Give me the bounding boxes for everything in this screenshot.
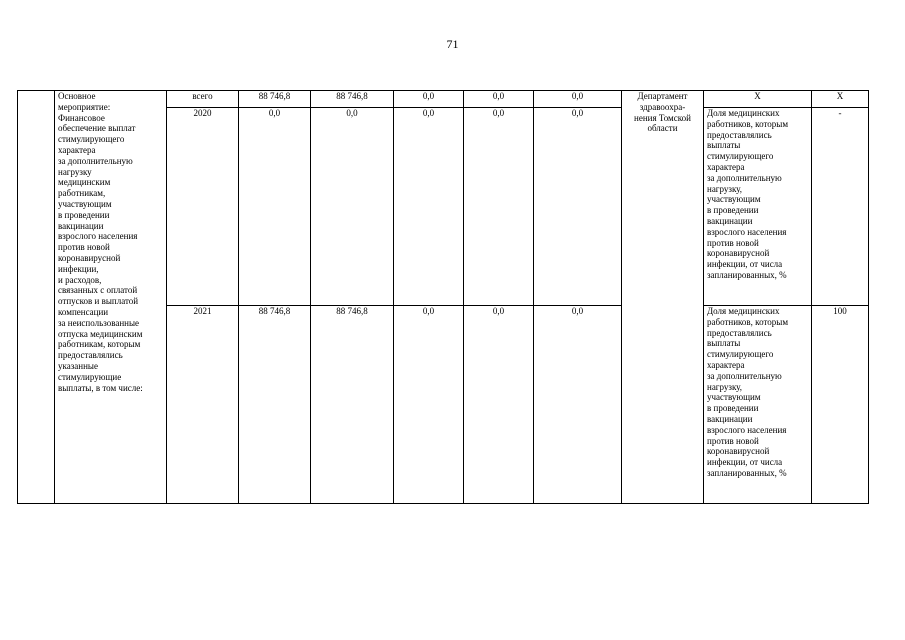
value-2020-3: 0,0 <box>394 108 464 306</box>
value-2020-5: 0,0 <box>534 108 622 306</box>
total-value-3: 0,0 <box>394 91 464 108</box>
value-2021-2: 88 746,8 <box>311 306 394 504</box>
budget-table <box>17 90 869 504</box>
value-2021-1: 88 746,8 <box>239 306 311 504</box>
period-total: всего <box>167 91 239 108</box>
period-2021: 2021 <box>167 306 239 504</box>
indicator-2020: Доля медицинских работников, которым предоставлялись выплаты стимулирующего характера за дополнительную нагрузку, участвующим в проведении вакцинации взрослого населения против новой коронавирусной инфекции, от числа запланированных, % <box>704 108 812 306</box>
value-2021-3: 0,0 <box>394 306 464 504</box>
total-value-5: 0,0 <box>534 91 622 108</box>
target-total: Х <box>812 91 869 108</box>
value-2020-1: 0,0 <box>239 108 311 306</box>
table-row-total <box>18 91 869 108</box>
responsible-executor-cell: Департамент здравоохра- нения Томской области <box>622 91 704 504</box>
total-value-2: 88 746,8 <box>311 91 394 108</box>
value-2020-2: 0,0 <box>311 108 394 306</box>
target-2021: 100 <box>812 306 869 504</box>
page-number: 71 <box>446 37 459 51</box>
value-2021-5: 0,0 <box>534 306 622 504</box>
period-2020: 2020 <box>167 108 239 306</box>
target-2020: - <box>812 108 869 306</box>
indicator-total: Х <box>704 91 812 108</box>
value-2021-4: 0,0 <box>464 306 534 504</box>
value-2020-4: 0,0 <box>464 108 534 306</box>
indicator-2021: Доля медицинских работников, которым предоставлялись выплаты стимулирующего характера за дополнительную нагрузку, участвующим в проведении вакцинации взрослого населения против новой коронавирусной инфекции, от числа запланированных, % <box>704 306 812 504</box>
total-value-4: 0,0 <box>464 91 534 108</box>
activity-name-cell: Основное мероприятие: Финансовое обеспечение выплат стимулирующего характера за дополнительную нагрузку медицинским работникам, участвующим в проведении вакцинации взрослого населения против новой коронавирусной инфекции, и расходов, связанных с оплатой отпусков и выплатой компенсации за неиспользованные отпуска медицинским работникам, которым предоставлялись указанные стимулирующие выплаты, в том числе: <box>55 91 167 504</box>
row-number-cell <box>18 91 55 504</box>
total-value-1: 88 746,8 <box>239 91 311 108</box>
